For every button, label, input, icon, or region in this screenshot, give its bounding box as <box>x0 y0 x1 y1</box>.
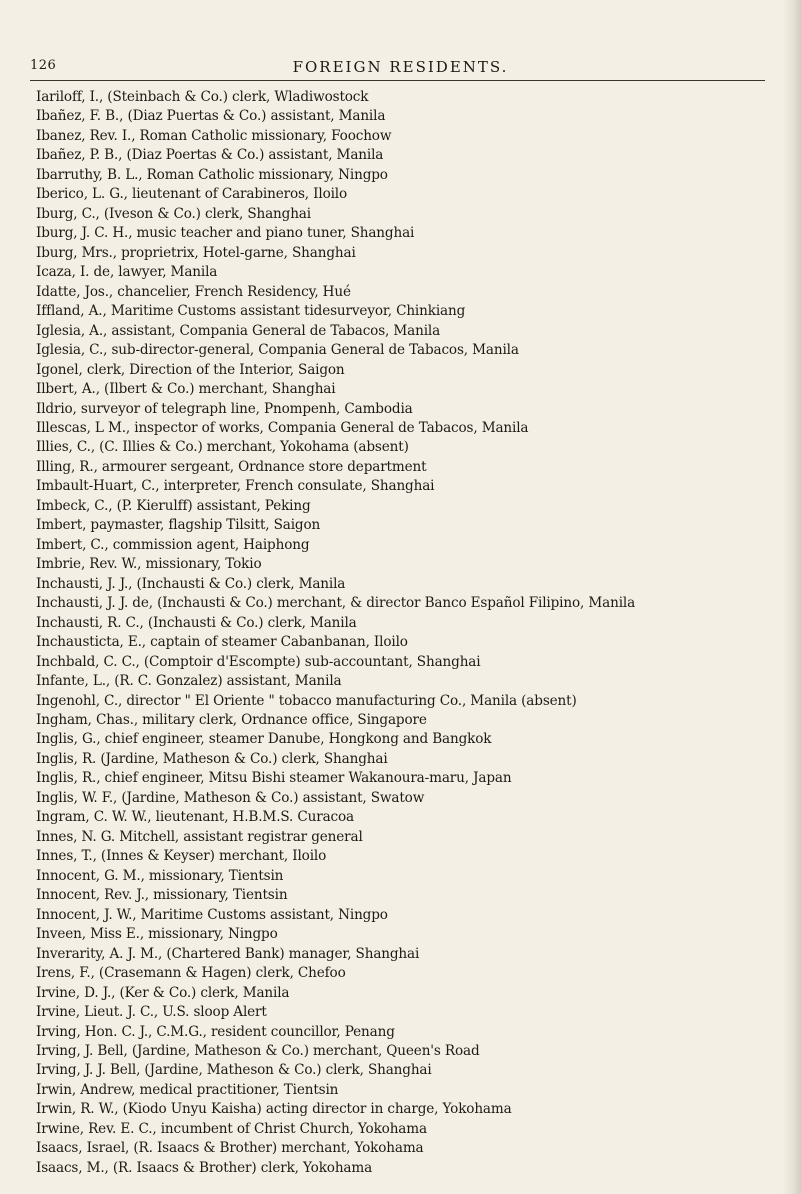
directory-entry: Innocent, Rev. J., missionary, Tientsin <box>36 887 288 904</box>
directory-entry: Ilbert, A., (Ilbert & Co.) merchant, Shanghai <box>36 381 336 398</box>
directory-entry: Ibañez, P. B., (Diaz Poertas & Co.) assistant, Manila <box>36 147 384 164</box>
directory-entry: Iglesia, A., assistant, Compania General de Tabacos, Manila <box>36 322 441 339</box>
directory-entry: Irwin, R. W., (Kiodo Unyu Kaisha) acting director in charge, Yokohama <box>36 1101 512 1118</box>
page-edge-shadow <box>783 0 801 1194</box>
directory-entry: Inchausti, J. J., (Inchausti & Co.) clerk, Manila <box>36 575 346 592</box>
directory-entry: Irens, F., (Crasemann & Hagen) clerk, Chefoo <box>36 965 346 982</box>
directory-entry: Imbert, paymaster, flagship Tilsitt, Saigon <box>36 517 321 534</box>
directory-entry: Innocent, J. W., Maritime Customs assistant, Ningpo <box>36 906 388 923</box>
directory-entry: Illing, R., armourer sergeant, Ordnance store department <box>36 458 427 475</box>
directory-entry: Iglesia, C., sub-director-general, Compania General de Tabacos, Manila <box>36 342 519 359</box>
directory-entry: Inglis, R. (Jardine, Matheson & Co.) clerk, Shanghai <box>36 750 388 767</box>
directory-entry: Ingenohl, C., director " El Oriente " tobacco manufacturing Co., Manila (absent) <box>36 692 577 709</box>
directory-entry: Imbault-Huart, C., interpreter, French consulate, Shanghai <box>36 478 435 495</box>
directory-entry: Iariloff, I., (Steinbach & Co.) clerk, Wladiwostock <box>36 89 369 105</box>
directory-entry: Inveen, Miss E., missionary, Ningpo <box>36 926 278 943</box>
directory-entries <box>36 88 781 1178</box>
directory-entry: Innes, T., (Innes & Keyser) merchant, Iloilo <box>36 848 327 865</box>
directory-entry: Iburg, J. C. H., music teacher and piano tuner, Shanghai <box>36 225 415 242</box>
directory-entry: Imbeck, C., (P. Kierulff) assistant, Peking <box>36 497 311 514</box>
directory-entry: Iburg, Mrs., proprietrix, Hotel-garne, Shanghai <box>36 244 356 261</box>
header-rule <box>30 80 765 81</box>
directory-entry: Infante, L., (R. C. Gonzalez) assistant, Manila <box>36 673 342 690</box>
directory-entry: Inchausticta, E., captain of steamer Cabanbanan, Iloilo <box>36 634 408 651</box>
running-title: FOREIGN RESIDENTS. <box>292 58 509 76</box>
directory-entry: Idatte, Jos., chancelier, French Residency, Hué <box>36 283 351 300</box>
directory-entry: Iburg, C., (Iveson & Co.) clerk, Shanghai <box>36 205 311 222</box>
directory-entry: Ildrio, surveyor of telegraph line, Pnompenh, Cambodia <box>36 400 413 417</box>
directory-entry: Innocent, G. M., missionary, Tientsin <box>36 867 284 884</box>
directory-entry: Irving, Hon. C. J., C.M.G., resident councillor, Penang <box>36 1023 395 1040</box>
directory-entry: Inchausti, J. J. de, (Inchausti & Co.) merchant, & director Banco Español Filipino, Manila <box>36 595 636 612</box>
directory-entry: Irvine, Lieut. J. C., U.S. sloop Alert <box>36 1004 267 1021</box>
directory-entry: Illies, C., (C. Illies & Co.) merchant, Yokohama (absent) <box>36 439 409 456</box>
directory-entry: Icaza, I. de, lawyer, Manila <box>36 264 218 281</box>
directory-entry: Illescas, L M., inspector of works, Compania General de Tabacos, Manila <box>36 419 529 436</box>
directory-entry: Innes, N. G. Mitchell, assistant registrar general <box>36 828 363 845</box>
directory-entry: Irving, J. J. Bell, (Jardine, Matheson & Co.) clerk, Shanghai <box>36 1062 432 1079</box>
directory-entry: Isaacs, Israel, (R. Isaacs & Brother) merchant, Yokohama <box>36 1140 424 1157</box>
directory-entry: Isaacs, M., (R. Isaacs & Brother) clerk, Yokohama <box>36 1159 373 1176</box>
directory-entry: Irwine, Rev. E. C., incumbent of Christ Church, Yokohama <box>36 1120 427 1137</box>
directory-entry: Imbrie, Rev. W., missionary, Tokio <box>36 556 262 573</box>
directory-entry: Inglis, R., chief engineer, Mitsu Bishi steamer Wakanoura-maru, Japan <box>36 770 512 787</box>
directory-entry: Irwin, Andrew, medical practitioner, Tientsin <box>36 1081 339 1098</box>
directory-entry: Imbert, C., commission agent, Haiphong <box>36 536 310 553</box>
directory-entry: Iberico, L. G., lieutenant of Carabineros, Iloilo <box>36 186 348 203</box>
directory-entry: Iffland, A., Maritime Customs assistant tidesurveyor, Chinkiang <box>36 303 466 320</box>
directory-entry: Igonel, clerk, Direction of the Interior, Saigon <box>36 361 345 378</box>
directory-entry: Inverarity, A. J. M., (Chartered Bank) manager, Shanghai <box>36 945 420 962</box>
directory-entry: Irvine, D. J., (Ker & Co.) clerk, Manila <box>36 984 290 1001</box>
directory-entry: Ibarruthy, B. L., Roman Catholic missionary, Ningpo <box>36 166 388 183</box>
directory-entry: Ingham, Chas., military clerk, Ordnance office, Singapore <box>36 712 427 728</box>
directory-entry: Irving, J. Bell, (Jardine, Matheson & Co.) merchant, Queen's Road <box>36 1042 480 1059</box>
directory-entry: Inchausti, R. C., (Inchausti & Co.) clerk, Manila <box>36 614 357 631</box>
directory-entry: Inglis, W. F., (Jardine, Matheson & Co.) assistant, Swatow <box>36 789 425 806</box>
directory-entry: Ibanez, Rev. I., Roman Catholic missionary, Foochow <box>36 127 392 144</box>
page-number: 126 <box>30 58 57 73</box>
directory-entry: Inglis, G., chief engineer, steamer Danube, Hongkong and Bangkok <box>36 731 492 748</box>
directory-entry: Ingram, C. W. W., lieutenant, H.B.M.S. Curacoa <box>36 809 354 826</box>
directory-entry: Inchbald, C. C., (Comptoir d'Escompte) sub-accountant, Shanghai <box>36 653 481 670</box>
directory-entry: Ibañez, F. B., (Diaz Puertas & Co.) assistant, Manila <box>36 108 386 125</box>
